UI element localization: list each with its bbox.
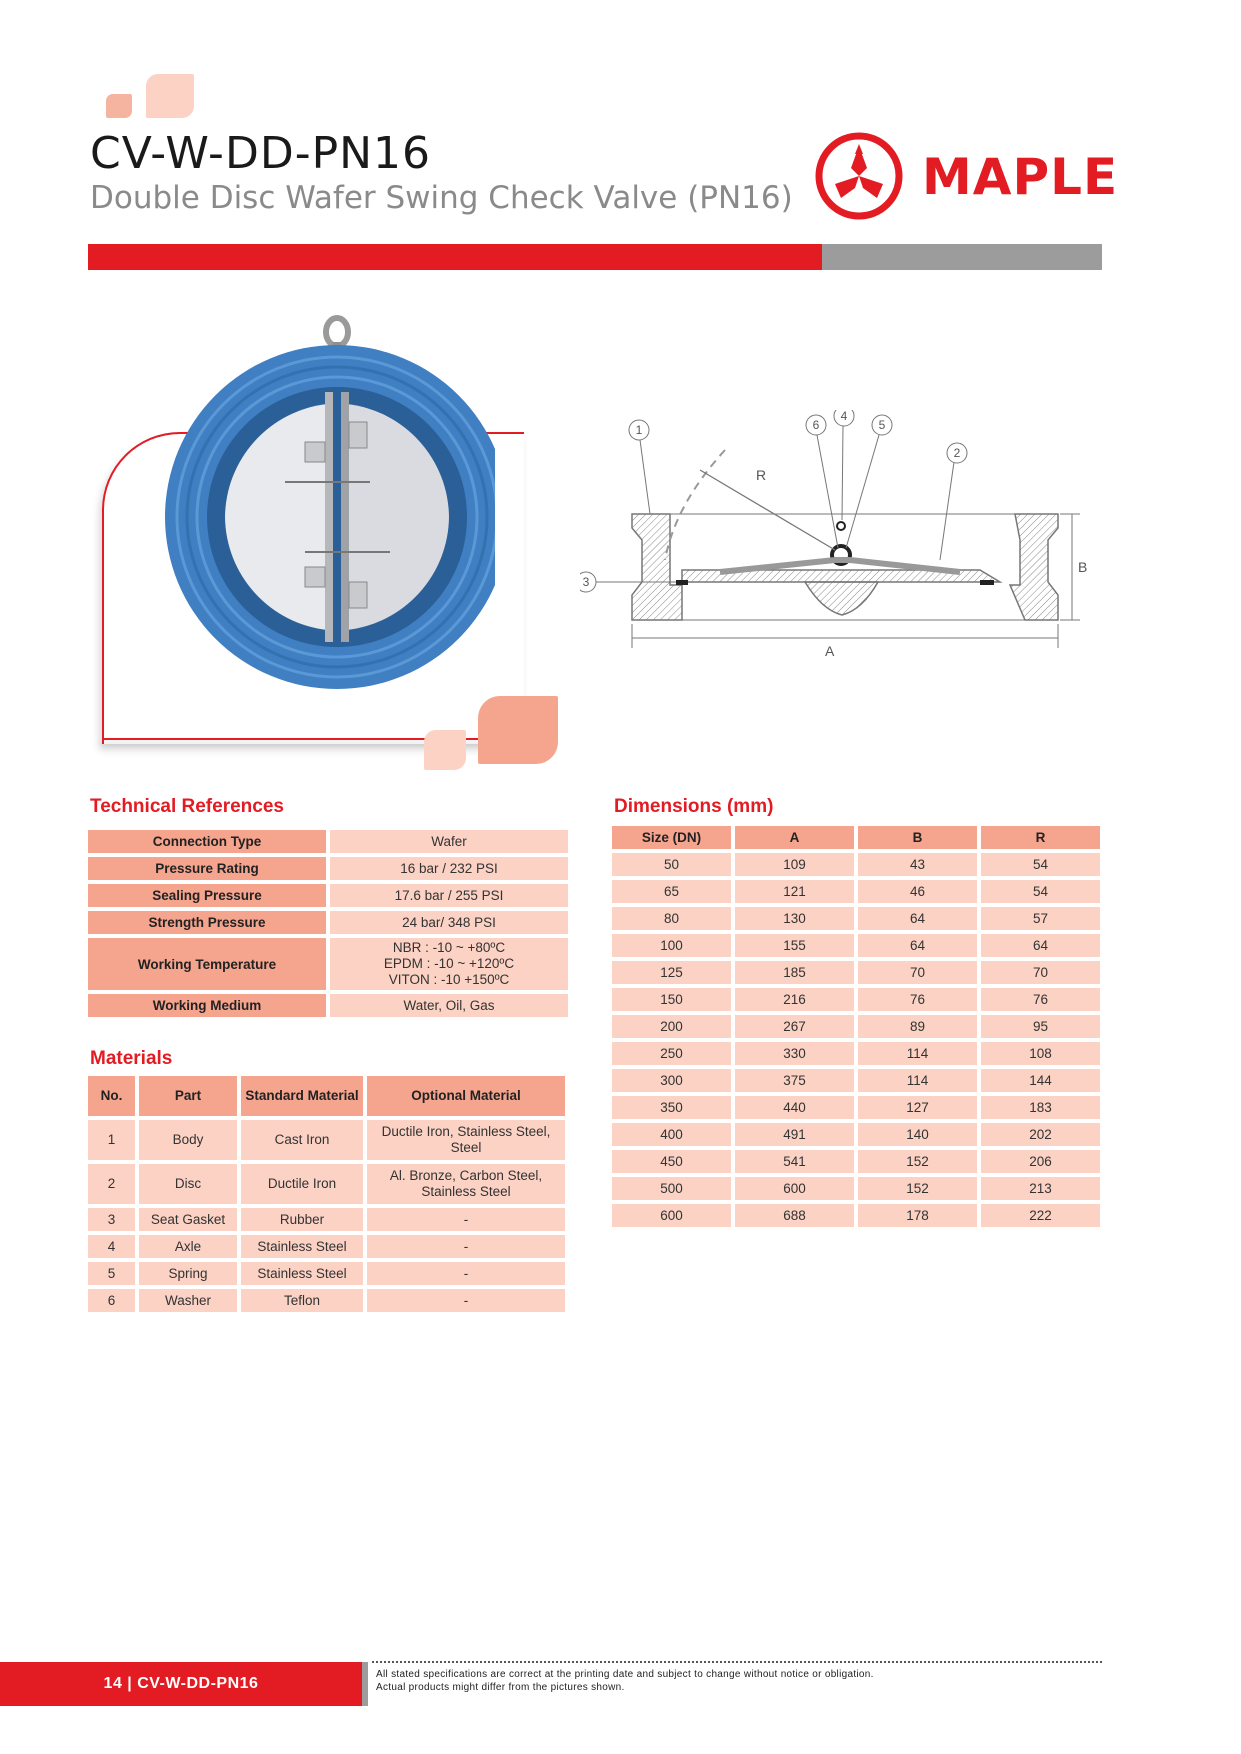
dim-label-r: R [756,467,767,483]
dimension-cell: 54 [981,880,1100,903]
table-row [612,961,1100,984]
dimension-cell: 600 [735,1177,854,1200]
svg-text:5: 5 [878,418,886,432]
brand-name: MAPLE [922,148,1119,206]
dimension-cell: 400 [612,1123,731,1146]
callout-6 [806,415,826,435]
dimension-cell: 76 [981,988,1100,1011]
dimension-cell: 54 [981,853,1100,876]
dimension-cell: 50 [612,853,731,876]
dimension-cell: 350 [612,1096,731,1119]
svg-text:3: 3 [582,575,590,589]
callout-4 [834,410,854,426]
dim-label-b: B [1078,559,1088,575]
dimension-cell: 202 [981,1123,1100,1146]
table-row [612,1150,1100,1173]
footer-page-label: 14 | CV-W-DD-PN16 [103,1675,259,1692]
dimension-cell: 64 [858,907,977,930]
table-row: 5 Spring Stainless Steel - [88,1262,565,1285]
dimension-cell: 125 [612,961,731,984]
table-row [612,1096,1100,1119]
dimension-cell: 183 [981,1096,1100,1119]
decor-square-large [146,74,194,118]
dimension-cell: 216 [735,988,854,1011]
table-row [612,1042,1100,1065]
dimension-cell: 95 [981,1015,1100,1038]
maple-logo-icon [815,132,903,220]
table-row: Sealing Pressure 17.6 bar / 255 PSI [88,884,568,907]
header-bar-red [88,244,822,270]
table-row: 4 Axle Stainless Steel - [88,1235,565,1258]
dimension-cell: 500 [612,1177,731,1200]
svg-text:2: 2 [953,446,961,460]
callout-3 [580,572,596,592]
dimension-cell: 150 [612,988,731,1011]
dimension-cell: 70 [981,961,1100,984]
dimension-cell: 130 [735,907,854,930]
page-subtitle: Double Disc Wafer Swing Check Valve (PN16) [90,180,793,216]
dimension-cell: 65 [612,880,731,903]
table-row: 1 Body Cast Iron Ductile Iron, Stainless Steel, Steel [88,1120,565,1160]
dimension-cell: 375 [735,1069,854,1092]
decor-square-small [106,94,132,118]
dimension-cell: 76 [858,988,977,1011]
table-header-row: No. Part Standard Material Optional Material [88,1076,565,1116]
dimension-cell: 178 [858,1204,977,1227]
table-row [612,1123,1100,1146]
dimension-cell: 250 [612,1042,731,1065]
decor-square-photo-small [424,730,466,770]
dimension-cell: 46 [858,880,977,903]
dimension-cell: 114 [858,1042,977,1065]
dimension-cell: 144 [981,1069,1100,1092]
table-row: 6 Washer Teflon - [88,1289,565,1312]
dimension-cell: 80 [612,907,731,930]
dimension-cell: 206 [981,1150,1100,1173]
svg-text:4: 4 [840,410,848,423]
page-title: CV-W-DD-PN16 [90,128,432,179]
dimension-cell: 100 [612,934,731,957]
dimension-cell: 70 [858,961,977,984]
dimension-cell: 152 [858,1150,977,1173]
footer-divider [372,1661,1102,1663]
materials-title: Materials [90,1048,173,1069]
dimension-cell: 300 [612,1069,731,1092]
dimension-cell: 109 [735,853,854,876]
dimension-cell: 185 [735,961,854,984]
technical-title: Technical References [90,796,284,817]
dimensions-body [612,853,1100,1227]
table-row: Pressure Rating 16 bar / 232 PSI [88,857,568,880]
table-row [612,1015,1100,1038]
dimension-cell: 89 [858,1015,977,1038]
table-row [612,907,1100,930]
dimension-cell: 127 [858,1096,977,1119]
dimension-cell: 43 [858,853,977,876]
table-row [612,1204,1100,1227]
table-row [612,853,1100,876]
dimensions-table [608,822,1104,1231]
callout-1 [629,420,649,440]
dimension-cell: 267 [735,1015,854,1038]
table-row [612,1069,1100,1092]
footer-disclaimer: All stated specifications are correct at the printing date and subject to change without notice or obligation. Actual products might differ from the pictures shown. [376,1669,874,1693]
dimension-cell: 57 [981,907,1100,930]
dimensions-title: Dimensions (mm) [614,796,774,817]
table-row [612,880,1100,903]
technical-table [84,826,572,1021]
table-row: Strength Pressure 24 bar/ 348 PSI [88,911,568,934]
table-row: Working Temperature NBR : -10 ~ +80ºC EPDM : -10 ~ +120ºC VITON : -10 +150ºC [88,938,568,990]
decor-square-photo-large [478,696,558,764]
callout-5 [872,415,892,435]
dimension-cell: 330 [735,1042,854,1065]
dimension-cell: 140 [858,1123,977,1146]
footer-bar-grey [362,1662,368,1706]
materials-table [84,1072,569,1316]
dimension-cell: 155 [735,934,854,957]
valve-photo [165,312,495,692]
dimension-cell: 213 [981,1177,1100,1200]
dimension-cell: 222 [981,1204,1100,1227]
dimension-cell: 121 [735,880,854,903]
dim-label-a: A [825,643,835,659]
table-header-row: Size (DN) A B R [612,826,1100,849]
dimension-cell: 491 [735,1123,854,1146]
dimension-cell: 64 [981,934,1100,957]
technical-drawing [580,410,1100,680]
table-row: 2 Disc Ductile Iron Al. Bronze, Carbon Steel, Stainless Steel [88,1164,565,1204]
callout-2 [947,443,967,463]
dimension-cell: 600 [612,1204,731,1227]
dimension-cell: 64 [858,934,977,957]
table-row [612,934,1100,957]
dimension-cell: 200 [612,1015,731,1038]
table-row [612,1177,1100,1200]
table-row: Connection Type Wafer [88,830,568,853]
table-row: Working Medium Water, Oil, Gas [88,994,568,1017]
table-row [612,988,1100,1011]
dimension-cell: 114 [858,1069,977,1092]
table-row: 3 Seat Gasket Rubber - [88,1208,565,1231]
dimension-cell: 541 [735,1150,854,1173]
dimension-cell: 450 [612,1150,731,1173]
dimension-cell: 152 [858,1177,977,1200]
header-bar-grey [822,244,1102,270]
dimension-cell: 440 [735,1096,854,1119]
dimension-cell: 108 [981,1042,1100,1065]
svg-text:6: 6 [812,418,820,432]
svg-text:1: 1 [635,423,643,437]
dimension-cell: 688 [735,1204,854,1227]
